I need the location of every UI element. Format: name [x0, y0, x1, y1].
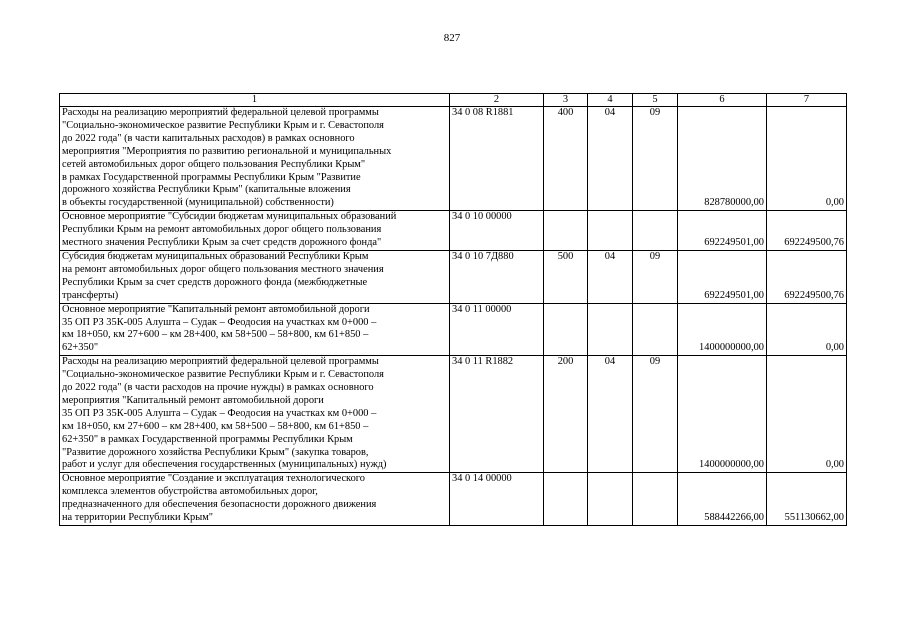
expense-type-cell [544, 211, 588, 251]
description-cell [60, 211, 450, 251]
amount-cell: 0,00 [767, 107, 847, 211]
expense-type-cell: 400 [544, 107, 588, 211]
description-line: Республики Крым за счет средств дорожного фонда (межбюджетные [62, 276, 368, 288]
subsection-cell [633, 473, 678, 526]
description-line: на ремонт автомобильных дорог общего пользования местного значения [62, 263, 384, 275]
amount-cell: 0,00 [767, 303, 847, 356]
table-row [60, 356, 847, 473]
description-line: км 18+050, км 27+600 – км 28+400, км 58+500 – 58+800, км 61+850 – [62, 420, 369, 432]
description-line: 35 ОП РЗ 35К-005 Алушта – Судак – Феодосия на участках км 0+000 – [62, 407, 377, 419]
description-line: до 2022 года" (в части расходов на прочие нужды) в рамках основного [62, 382, 374, 394]
table-row [60, 107, 847, 211]
table-row [60, 473, 847, 526]
amount-cell: 692249500,76 [767, 250, 847, 303]
description-line: Основное мероприятие "Субсидии бюджетам муниципальных образований [62, 211, 397, 223]
description-line: 62+350" в рамках Государственной программы Республики Крым [62, 433, 353, 445]
description-cell [60, 250, 450, 303]
amount-cell: 692249501,00 [678, 211, 767, 251]
amount-cell: 1400000000,00 [678, 356, 767, 473]
description-line: 62+350" [62, 342, 99, 354]
expense-type-cell: 500 [544, 250, 588, 303]
description-line: предназначенного для обеспечения безопасности дорожного движения [62, 499, 377, 511]
budget-table [59, 93, 847, 526]
code-cell: 34 0 08 R1881 [450, 107, 544, 211]
description-line: Субсидия бюджетам муниципальных образований Республики Крым [62, 250, 369, 262]
description-line: до 2022 года" (в части капитальных расходов) в рамках основного [62, 132, 355, 144]
code-cell: 34 0 14 00000 [450, 473, 544, 526]
header-cell: 7 [767, 94, 847, 107]
description-line: мероприятия "Мероприятия по развитию региональной и муниципальных [62, 145, 392, 157]
description-line: Расходы на реализацию мероприятий федеральной целевой программы [62, 107, 379, 118]
section-cell [588, 211, 633, 251]
table-row [60, 303, 847, 356]
description-cell [60, 473, 450, 526]
amount-cell: 692249500,76 [767, 211, 847, 251]
description-line: в объекты государственной (муниципальной) собственности) [62, 197, 334, 209]
subsection-cell [633, 211, 678, 251]
description-line: км 18+050, км 27+600 – км 28+400, км 58+500 – 58+800, км 61+850 – [62, 329, 369, 341]
code-cell: 34 0 11 R1882 [450, 356, 544, 473]
description-line: "Социально-экономическое развитие Республики Крым и г. Севастополя [62, 369, 384, 381]
description-cell [60, 107, 450, 211]
description-line: в рамках Государственной программы Республики Крым "Развитие [62, 171, 361, 183]
expense-type-cell [544, 303, 588, 356]
header-cell: 4 [588, 94, 633, 107]
amount-cell: 1400000000,00 [678, 303, 767, 356]
page-number: 827 [443, 32, 461, 44]
section-cell: 04 [588, 107, 633, 211]
amount-cell: 551130662,00 [767, 473, 847, 526]
description-line: Республики Крым на ремонт автомобильных дорог общего пользования [62, 224, 382, 236]
subsection-cell: 09 [633, 250, 678, 303]
description-line: 35 ОП РЗ 35К-005 Алушта – Судак – Феодосия на участках км 0+000 – [62, 316, 377, 328]
header-cell: 2 [450, 94, 544, 107]
subsection-cell: 09 [633, 107, 678, 211]
header-cell: 5 [633, 94, 678, 107]
code-cell: 34 0 10 7Д880 [450, 250, 544, 303]
description-line: комплекса элементов обустройства автомобильных дорог, [62, 486, 318, 498]
subsection-cell: 09 [633, 356, 678, 473]
description-line: трансферты) [62, 289, 119, 301]
description-cell [60, 356, 450, 473]
description-line: работ и услуг для обеспечения государственных (муниципальных) нужд) [62, 459, 387, 471]
section-cell [588, 473, 633, 526]
description-line: на территории Республики Крым" [62, 512, 214, 524]
description-line: "Развитие дорожного хозяйства Республики Крым" (закупка товаров, [62, 446, 369, 458]
description-line: мероприятия "Капитальный ремонт автомобильной дороги [62, 394, 324, 406]
table-row [60, 250, 847, 303]
expense-type-cell: 200 [544, 356, 588, 473]
header-cell: 6 [678, 94, 767, 107]
subsection-cell [633, 303, 678, 356]
code-cell: 34 0 11 00000 [450, 303, 544, 356]
amount-cell: 0,00 [767, 356, 847, 473]
code-cell: 34 0 10 00000 [450, 211, 544, 251]
header-row [60, 94, 847, 107]
amount-cell: 828780000,00 [678, 107, 767, 211]
expense-type-cell [544, 473, 588, 526]
amount-cell: 588442266,00 [678, 473, 767, 526]
header-cell: 3 [544, 94, 588, 107]
section-cell: 04 [588, 250, 633, 303]
section-cell [588, 303, 633, 356]
description-line: Основное мероприятие "Капитальный ремонт автомобильной дороги [62, 303, 370, 315]
description-line: дорожного хозяйства Республики Крым" (капитальные вложения [62, 184, 351, 196]
description-line: Расходы на реализацию мероприятий федеральной целевой программы [62, 356, 379, 368]
description-line: местного значения Республики Крым за счет средств дорожного фонда" [62, 237, 382, 249]
description-line: "Социально-экономическое развитие Республики Крым и г. Севастополя [62, 119, 384, 131]
section-cell: 04 [588, 356, 633, 473]
amount-cell: 692249501,00 [678, 250, 767, 303]
description-cell [60, 303, 450, 356]
table-row [60, 211, 847, 251]
header-cell: 1 [60, 94, 450, 107]
description-line: Основное мероприятие "Создание и эксплуатация технологического [62, 473, 365, 485]
description-line: сетей автомобильных дорог общего пользования Республики Крым" [62, 158, 366, 170]
